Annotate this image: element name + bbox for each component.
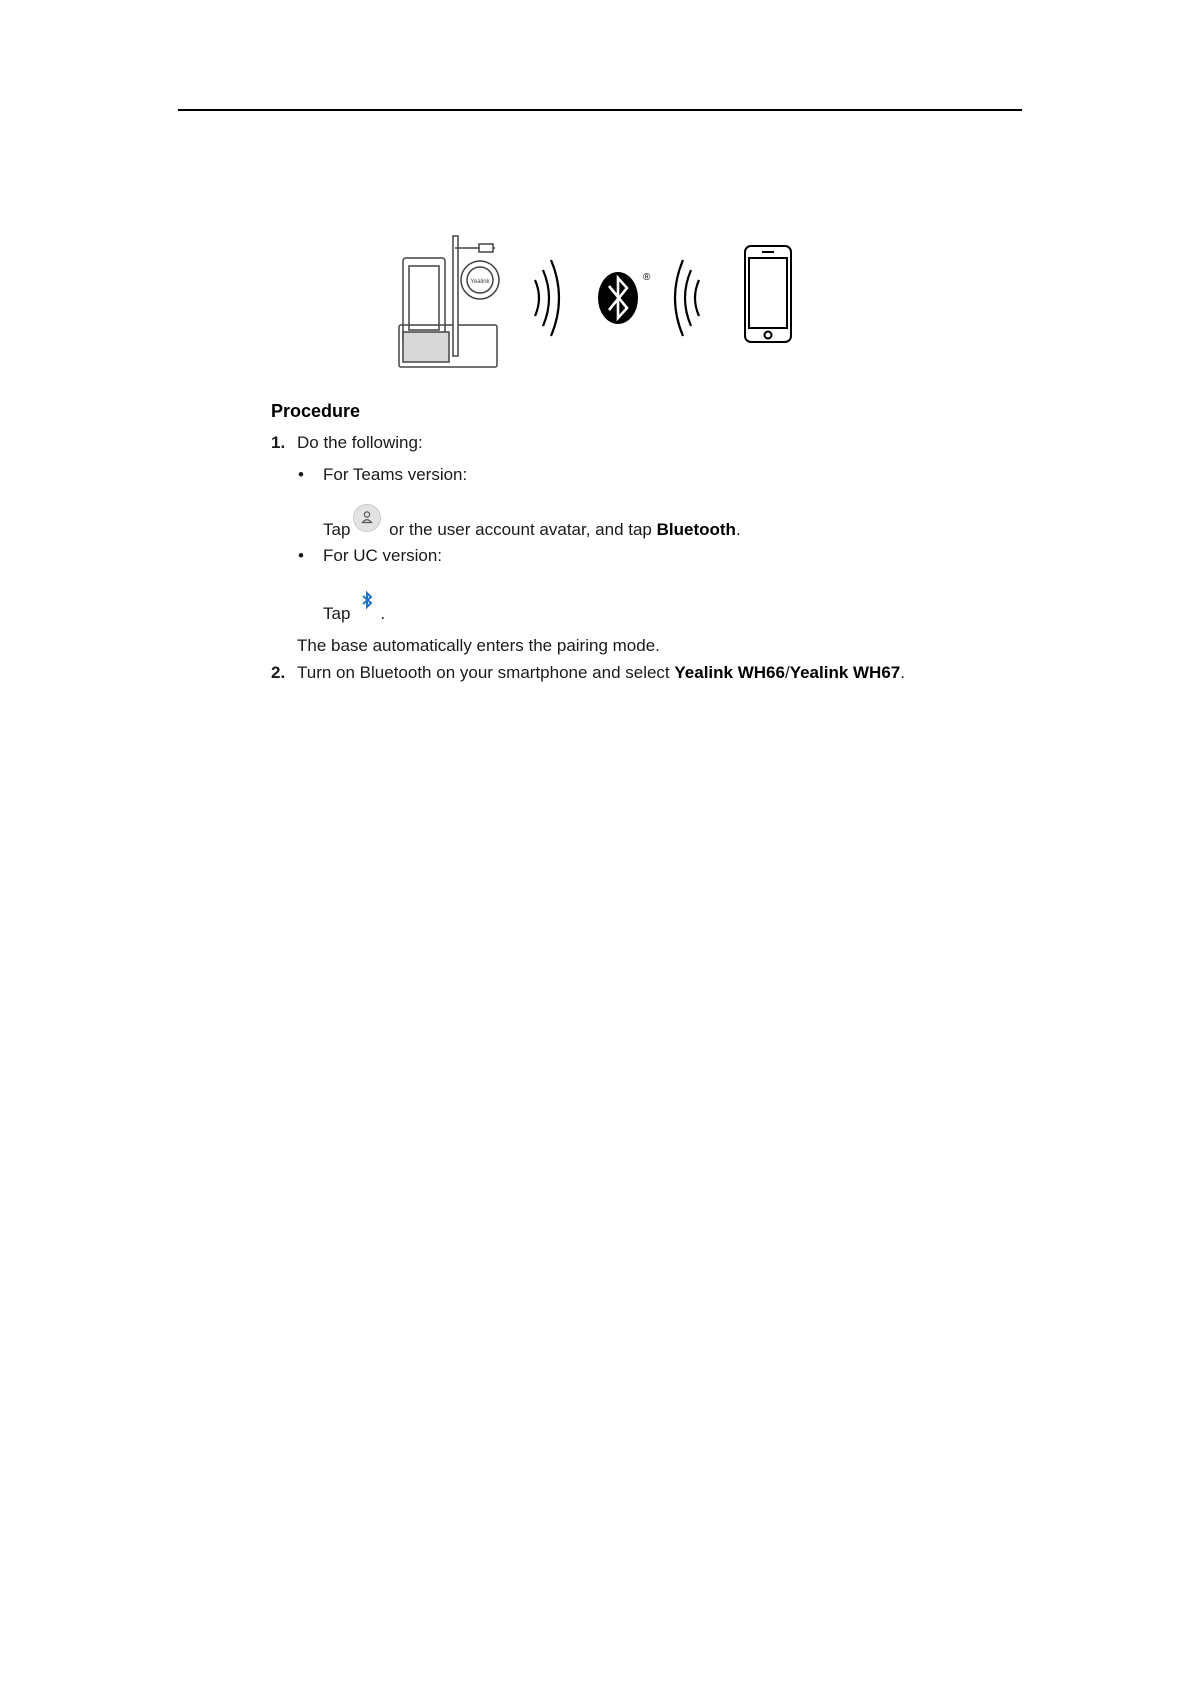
step-1 (271, 432, 1031, 657)
signal-waves-right-icon (535, 260, 559, 336)
uc-version-label: For UC version: (323, 546, 443, 565)
registered-mark: ® (643, 272, 651, 283)
bullet-uc-version (297, 545, 1031, 567)
procedure-section (271, 400, 1031, 684)
procedure-heading: Procedure (271, 401, 361, 421)
step-2-end-punct: . (900, 663, 905, 682)
bullet-teams-version (297, 464, 1031, 486)
smartphone-illustration (745, 246, 791, 342)
header-rule (178, 109, 1022, 111)
user-avatar-icon (353, 504, 381, 532)
uc-instruction (297, 591, 1031, 625)
pairing-illustration (395, 230, 805, 375)
teams-tap-text: Tap (323, 520, 351, 539)
pairing-mode-note: The base automatically enters the pairing mode. (297, 636, 660, 655)
teams-middle-text: or the user account avatar, and tap (389, 520, 652, 539)
uc-tap-text: Tap (323, 604, 351, 623)
teams-instruction (297, 504, 1031, 541)
model-separator: / (784, 663, 790, 682)
step-2-number: 2. (271, 663, 286, 682)
step-1-text: Do the following: (297, 433, 423, 452)
headset-brand-label: Yealink (470, 279, 490, 285)
step-2 (271, 662, 1031, 684)
bullet-dot: • (298, 465, 304, 484)
model-wh67: Yealink WH67 (789, 663, 901, 682)
step-1-number: 1. (271, 433, 286, 452)
bluetooth-icon (360, 591, 374, 609)
signal-waves-left-icon (675, 260, 699, 336)
uc-end-punct: . (380, 604, 386, 623)
step-2-text: Turn on Bluetooth on your smartphone and select (297, 663, 670, 682)
bluetooth-logo-icon (598, 272, 638, 324)
model-wh66: Yealink WH66 (674, 663, 785, 682)
bluetooth-bold-text: Bluetooth (656, 520, 736, 539)
bullet-dot: • (298, 546, 304, 565)
teams-end-punct: . (735, 520, 741, 539)
teams-version-label: For Teams version: (323, 465, 468, 484)
base-station-illustration (399, 236, 499, 367)
